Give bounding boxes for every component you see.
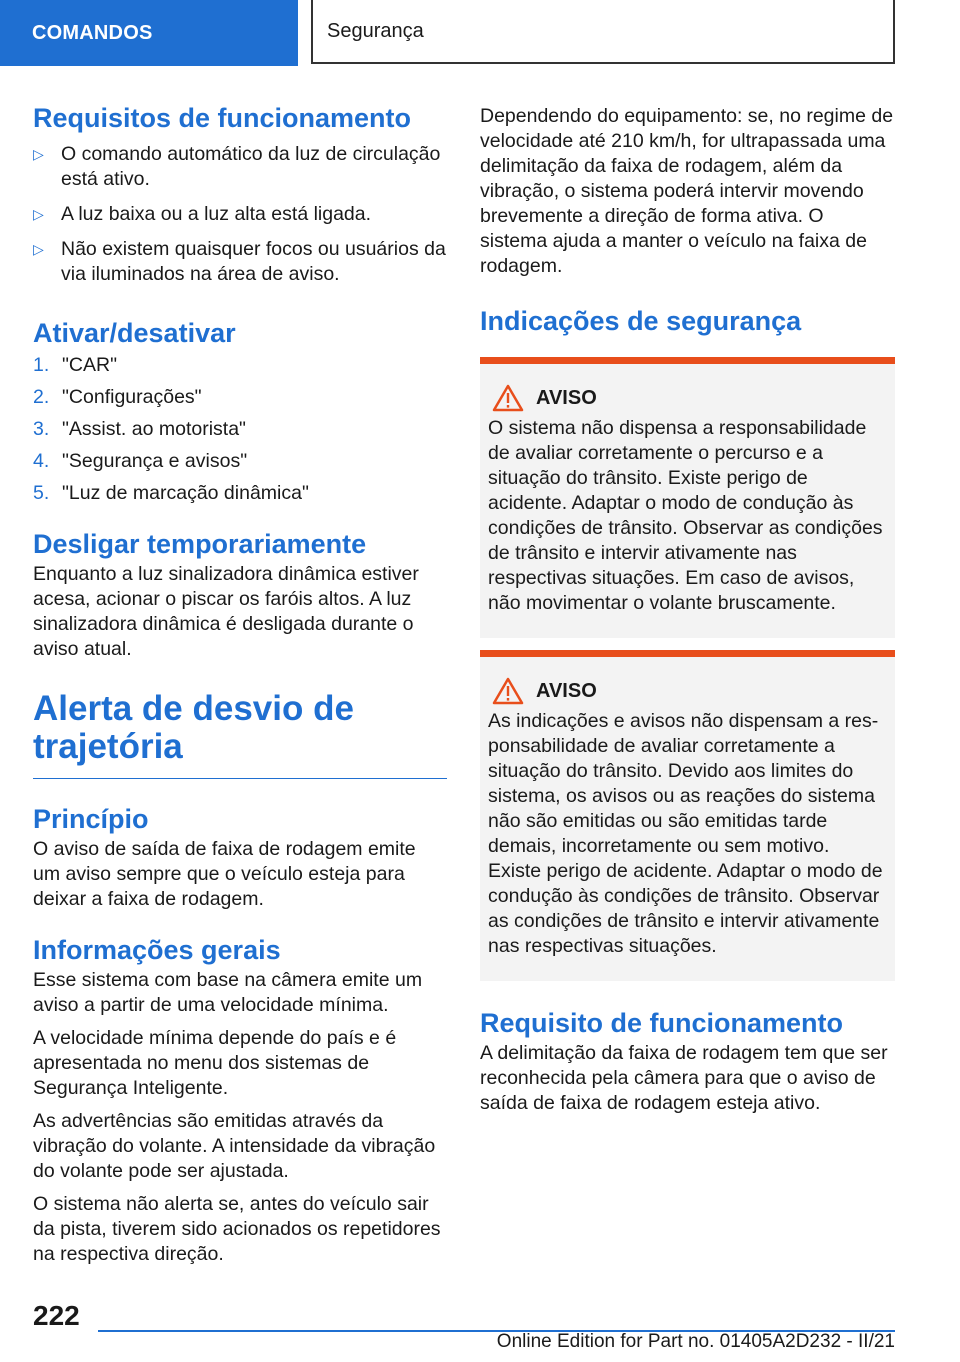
section-tab: COMANDOS [0,0,298,66]
warning-text: O sistema não dispensa a responsabilidade de avaliar corretamente o percurso e a situação do trânsito. Existe perigo de acidente. Adaptar o modo de condução às condições de trânsito. Observar as condições de trânsito e intervir ativamente nas respectivas situações. Em caso de avisos, não movimentar o volante bruscamente. [488,417,883,614]
warning-text: As indicações e avisos não dispensam a responsabilidade de avaliar corretamente a situação do trânsito. Devido aos limites do sistema, os avisos ou as reações do sistema não são emitidas ou são emitidas tarde demais, incorretamente ou sem motivo. Existe perigo de acidente. Adaptar o modo de condução às condições de trânsito. Observar as condições de trânsito e intervir ativamente nas respectivas situações. [488,710,883,957]
activation-steps [33,353,447,506]
general-text-4: O sistema não alerta se, antes do veículo sair da pista, tiverem sido acionados os repetidores na respectiva direção. [33,1193,441,1265]
list-item: 3. "Assist. ao motorista" [33,418,246,440]
list-item: ▷ A luz baixa ou a luz alta está ligada. [33,203,372,225]
list-item: ▷ O comando automático da luz de circulação está ativo. [33,143,441,190]
left-column [33,100,447,1267]
list-item: 5. "Luz de marcação dinâmica" [33,482,309,504]
right-column [480,100,895,1116]
main-title: Alerta de desvio de trajetória [33,690,447,779]
triangle-bullet-icon: ▷ [33,241,44,257]
warning-triangle-icon [492,384,524,412]
warning-box-2 [480,650,895,981]
list-item: 1. "CAR" [33,354,118,376]
heading-informacoes: Informações gerais [33,935,281,965]
general-text-2: A velocidade mínima depende do país e é apresentada no menu dos sistemas de Segurança Inteligente. [33,1027,397,1099]
general-text-1: Esse sistema com base na câmera emite um aviso a partir de uma velocidade mínima. [33,969,423,1016]
intro-text: Dependendo do equipamento: se, no regime de velocidade até 210 km/h, for ultrapassada uma delimitação da faixa de rodagem, além da vibração, o sistema poderá intervir movendo brevemente a direção de forma ativa. O sistema ajuda a manter o veículo na faixa de rodagem. [480,105,894,277]
heading-requisito: Requisito de funcionamento [480,1008,844,1038]
requirements-list [33,142,447,287]
triangle-bullet-icon: ▷ [33,206,44,222]
temp-text: Enquanto a luz sinalizadora dinâmica estiver acesa, acionar o piscar os faróis altos. A luz sinalizadora dinâmica é desligada durante o aviso atual. [33,563,419,660]
list-item: 4. "Segurança e avisos" [33,450,248,472]
principle-text: O aviso de saída de faixa de rodagem emite um aviso sempre que o veículo esteja para deixar a faixa de rodagem. [33,838,416,910]
heading-desligar: Desligar temporariamente [33,529,367,559]
general-text-3: As advertências são emitidas através da vibração do volante. A intensidade da vibração do volante pode ser ajustada. [33,1110,436,1182]
warning-title: AVISO [536,387,597,409]
list-item: 2. "Configurações" [33,386,202,408]
warning-box-1 [480,357,895,638]
warning-title: AVISO [536,680,597,702]
chapter-title: Segurança [311,0,895,64]
list-item: ▷ Não existem quaisquer focos ou usuários da via iluminados na área de aviso. [33,238,446,285]
triangle-bullet-icon: ▷ [33,146,44,162]
page-header [0,0,960,66]
heading-requisitos: Requisitos de funcionamento [33,103,412,133]
req2-text: A delimitação da faixa de rodagem tem que ser reconhecida pela câmera para que o aviso de saída de faixa de rodagem esteja ativo. [480,1042,888,1114]
heading-principio: Princípio [33,804,149,834]
warning-triangle-icon [492,677,524,705]
page-number: 222 [33,1300,80,1331]
heading-ativar: Ativar/desativar [33,318,236,348]
heading-seguranca: Indicações de segurança [480,306,802,336]
edition-label: Online Edition for Part no. 01405A2D232 - II/21 [496,1331,895,1352]
